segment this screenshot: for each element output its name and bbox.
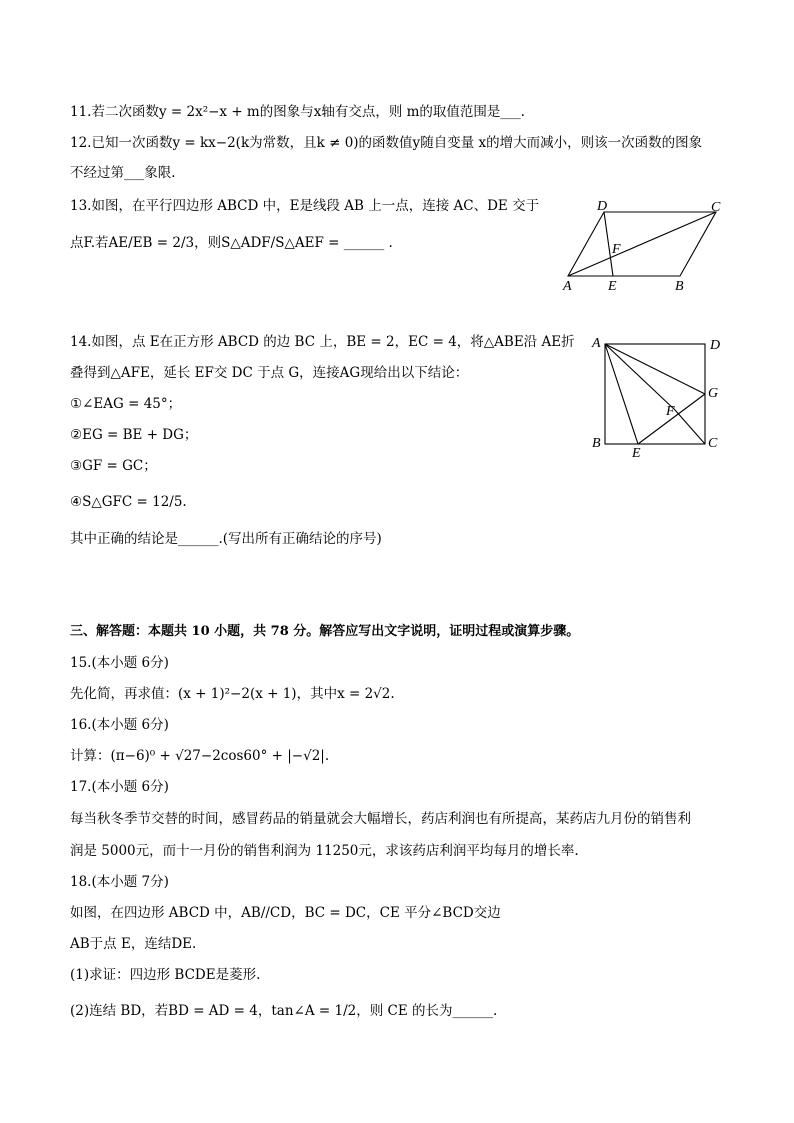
label-e: E xyxy=(608,279,617,292)
question-14-line2: 叠得到△AFE，延长 EF交 DC 于点 G，连接AG现给出以下结论： xyxy=(70,365,469,381)
question-14-conclusion-2: ②EG = BE + DG； xyxy=(70,427,198,443)
question-14-conclusion-3: ③GF = GC； xyxy=(70,458,157,474)
question-18-part-2: (2)连结 BD，若BD = AD = 4，tan∠A = 1/2，则 CE 的长为______. xyxy=(70,1003,498,1019)
question-18-body-line2: AB于点 E，连结DE. xyxy=(70,936,197,952)
label-d: D xyxy=(597,199,608,214)
question-14-conclusion-1: ①∠EAG = 45°； xyxy=(70,396,182,412)
section-3-heading: 三、解答题：本题共 10 小题，共 78 分。解答应写出文字说明，证明过程或演算步骤。 xyxy=(70,624,580,639)
label-a: A xyxy=(592,336,601,351)
label-c: C xyxy=(711,200,721,215)
question-11: 11.若二次函数y = 2x²−x + m的图象与x轴有交点，则 m的取值范围是___. xyxy=(70,104,525,120)
question-17-header: 17.(本小题 6分) xyxy=(70,779,169,795)
question-12-line2: 不经过第___象限. xyxy=(70,165,176,181)
question-16-header: 16.(本小题 6分) xyxy=(70,717,169,733)
parallelogram-figure xyxy=(555,198,730,292)
label-a: A xyxy=(563,279,572,292)
label-c: C xyxy=(708,436,718,451)
question-16-body: 计算：(π−6)⁰ + √27−2cos60° + |−√2|. xyxy=(70,748,330,764)
question-14-line1: 14.如图，点 E在正方形 ABCD 的边 BC 上，BE = 2，EC = 4，将△ABE沿 AE折 xyxy=(70,334,575,350)
question-12-line1: 12.已知一次函数y = kx−2(k为常数，且k ≠ 0)的函数值y随自变量 x的增大而减小，则该一次函数的图象 xyxy=(70,135,703,151)
question-15-body: 先化简，再求值：(x + 1)²−2(x + 1)，其中x = 2√2. xyxy=(70,686,395,702)
label-b: B xyxy=(592,436,601,451)
label-b: B xyxy=(675,279,684,292)
question-18-header: 18.(本小题 7分) xyxy=(70,874,169,890)
question-13-line1: 13.如图，在平行四边形 ABCD 中，E是线段 AB 上一点，连接 AC、DE 交于 xyxy=(70,198,540,214)
segment-eg xyxy=(638,394,705,444)
question-17-body-line1: 每当秋冬季节交替的时间，感冒药品的销量就会大幅增长，药店利润也有所提高，某药店九月份的销售利 xyxy=(70,811,691,827)
question-14-conclusion-4: ④S△GFC = 12/5. xyxy=(70,494,187,510)
label-f: F xyxy=(666,404,675,419)
segment-fc xyxy=(675,410,705,444)
question-17-body-line2: 润是 5000元，而十一月份的销售利润为 11250元，求该药店利润平均每月的增长率. xyxy=(70,843,579,859)
label-d: D xyxy=(710,338,721,353)
question-13-line2: 点F.若AE/EB = 2/3，则S△ADF/S△AEF = ______ . xyxy=(70,235,393,251)
question-18-body-line1: 如图，在四边形 ABCD 中，AB//CD，BC = DC，CE 平分∠BCD交边 xyxy=(70,905,501,921)
square-figure xyxy=(588,333,728,461)
segment-ag xyxy=(605,344,705,394)
question-15-header: 15.(本小题 6分) xyxy=(70,655,169,671)
label-e: E xyxy=(632,446,641,461)
square-abcd xyxy=(605,344,705,444)
question-18-part-1: (1)求证：四边形 BCDE是菱形. xyxy=(70,967,261,983)
question-14-answer: 其中正确的结论是______.(写出所有正确结论的序号) xyxy=(70,531,382,547)
label-g: G xyxy=(708,386,719,401)
label-f: F xyxy=(612,242,621,257)
segment-ac xyxy=(568,212,716,276)
